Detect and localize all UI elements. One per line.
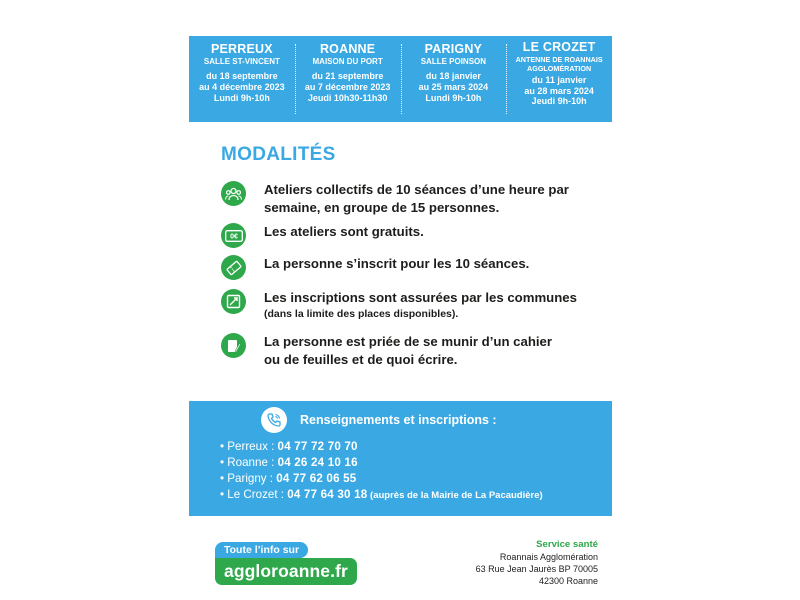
location-city: PERREUX [210, 42, 273, 56]
contact-row: • Perreux : 04 77 72 70 70 [220, 440, 358, 453]
info-header [261, 407, 497, 433]
free-ticket-icon [221, 223, 246, 248]
group-icon [221, 181, 246, 206]
modalite-item [221, 181, 569, 216]
location-parigny [401, 36, 507, 122]
contact-row: • Parigny : 04 77 62 06 55 [220, 472, 357, 485]
location-venue: MAISON DU PORT [312, 57, 383, 66]
location-city: ROANNE [319, 42, 376, 56]
location-perreux [189, 36, 295, 122]
contact-row: • Le Crozet : 04 77 64 30 18 (auprès de la Mairie de La Pacaudière) [220, 488, 543, 501]
phone-number: 04 26 24 10 16 [277, 456, 358, 469]
phone-number: 04 77 64 30 18 [287, 488, 368, 501]
contact-row: • Roanne : 04 26 24 10 16 [220, 456, 358, 469]
service-name: Service santé [536, 539, 598, 550]
info-badge: Toute l’info sur [215, 542, 308, 558]
contacts-list [220, 439, 543, 504]
modalite-text: La personne s’inscrit pour les 10 séances. [264, 256, 530, 271]
location-dates: du 11 janvier au 28 mars 2024 Jeudi 9h-10h [524, 75, 594, 106]
modalite-text: La personne est priée de se munir d’un cahier ou de feuilles et de quoi écrire. [264, 334, 553, 367]
modalite-item [221, 255, 529, 280]
notebook-icon [221, 333, 246, 358]
location-venue: ANTENNE DE ROANNAIS AGGLOMÉRATION [515, 55, 603, 73]
location-city: LE CROZET [522, 40, 596, 54]
modalite-item [221, 223, 424, 248]
location-dates: du 18 janvier au 25 mars 2024 Lundi 9h-10h [418, 71, 489, 103]
free-ticket-label: 0€ [229, 233, 238, 241]
location-dates: du 18 septembre au 4 décembre 2023 Lundi 9h-10h [199, 71, 285, 103]
phone-number: 04 77 62 06 55 [276, 472, 357, 485]
modalite-text: Ateliers collectifs de 10 séances d’une heure par semaine, en groupe de 15 personnes. [264, 182, 569, 215]
service-address: Service santé Roannais Agglomération 63 Rue Jean Jaurès BP 70005 42300 Roanne [475, 539, 598, 586]
ticket-icon [221, 255, 246, 280]
phone-number: 04 77 72 70 70 [277, 440, 358, 453]
modalite-text: Les ateliers sont gratuits. [264, 224, 424, 239]
website-link[interactable]: aggloroanne.fr [215, 558, 357, 585]
location-le-crozet [506, 36, 612, 122]
modalite-item [221, 333, 552, 368]
modalites-title: MODALITÉS [221, 144, 336, 165]
locations-band [189, 36, 612, 122]
registration-icon [221, 289, 246, 314]
contact-note: (auprès de la Mairie de La Pacaudière) [367, 490, 543, 501]
location-venue: SALLE POINSON [420, 57, 487, 66]
location-venue: SALLE ST-VINCENT [203, 57, 280, 66]
location-roanne [295, 36, 401, 122]
modalite-text: Les inscriptions sont assurées par les communes (dans la limite des places disponibles). [264, 290, 577, 320]
modalite-item [221, 289, 577, 321]
location-city: PARIGNY [424, 42, 483, 56]
phone-icon [261, 407, 287, 433]
location-dates: du 21 septembre au 7 décembre 2023 Jeudi 10h30-11h30 [304, 71, 391, 103]
info-band [189, 401, 612, 516]
info-title: Renseignements et inscriptions : [300, 413, 497, 427]
